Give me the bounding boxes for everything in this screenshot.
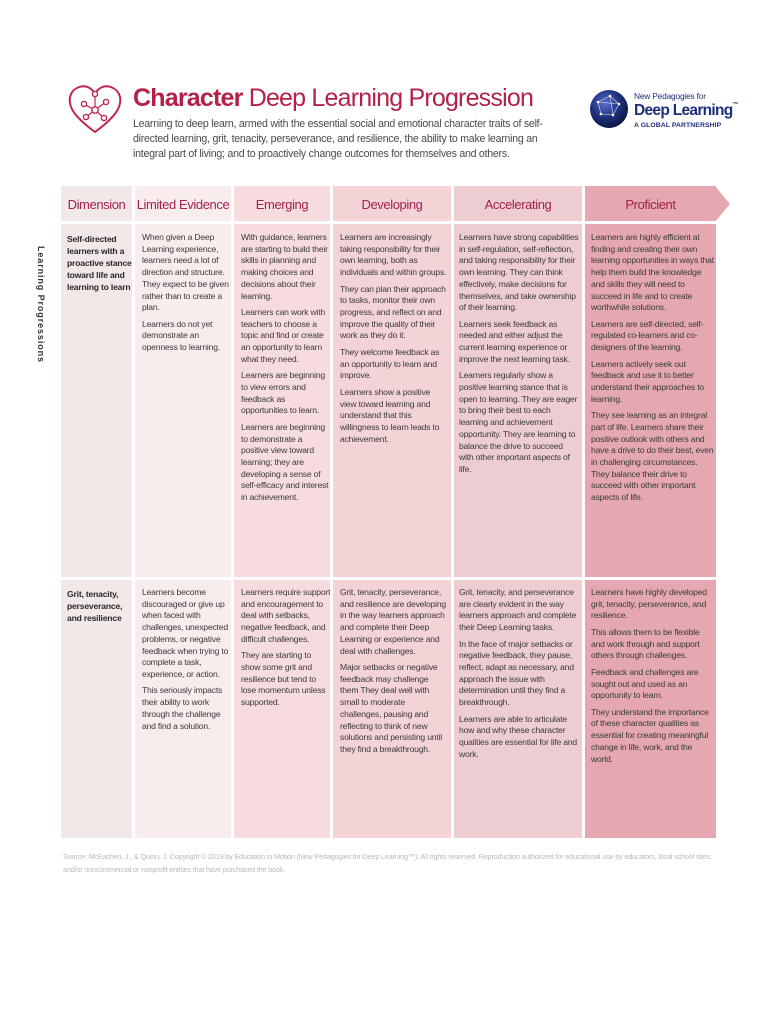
cell-text: In the face of major setbacks or negative feedback, they pause, reflect, adapt as necessary, and approach the issue with determination until they find a breakthrough. xyxy=(459,638,574,708)
dimension-grit: Grit, tenacity, perseverance, and resilience xyxy=(67,589,123,623)
npdl-logo xyxy=(588,84,738,148)
cell-text: Learners actively seek out feedback and use it to better understand their approaches to learning. xyxy=(591,358,704,404)
title-character: Character xyxy=(133,84,243,112)
globe-network-icon xyxy=(588,84,634,148)
cell-text: Learners are beginning to demonstrate a positive view toward learning; they are developing a sense of self-efficacy and interest in achievement. xyxy=(241,421,329,503)
column-separator xyxy=(132,222,135,838)
header-accelerating: Accelerating xyxy=(484,196,552,212)
cell-text: When given a Deep Learning experience, learners need a lot of direction and structure. They expect to be given rather than to create a plan. xyxy=(142,232,229,313)
cell-text: Learners can work with teachers to choose a topic and find or create an opportunity to learn what they need. xyxy=(241,307,325,364)
column-separator xyxy=(330,222,333,838)
cell-text: Grit, tenacity, and perseverance are clearly evident in the way learners approach and complete their Deep Learning tasks. xyxy=(459,587,577,633)
column-separator xyxy=(582,222,585,838)
cell-text: Learners seek feedback as needed and either adjust the current learning experience or improve the next learning task. xyxy=(459,318,570,364)
cell-grit-accelerating xyxy=(459,587,579,765)
cell-grit-developing xyxy=(340,587,448,760)
cell-text: They understand the importance of these character qualities as essential for creating meaningful change in life, work, and the world. xyxy=(591,706,709,764)
header-proficient: Proficient xyxy=(625,196,676,212)
cell-self-directed-developing xyxy=(340,232,448,450)
cell-text: This allows them to be flexible and work through and support others through challenges. xyxy=(591,626,700,661)
cell-self-directed-proficient xyxy=(591,232,715,509)
cell-text: With guidance, learners are starting to build their skills in planning and making choices and decisions about their learning. xyxy=(241,232,328,301)
cell-self-directed-emerging xyxy=(241,232,331,509)
page-title xyxy=(133,84,533,112)
heart-network-icon xyxy=(66,80,124,138)
cell-text: Grit, tenacity, perseverance, and resilience are developing in the way learners approach and complete their Deep Learning or experience and deal with challenges. xyxy=(340,587,446,656)
cell-text: Learners have highly developed grit, tenacity, perseverance, and resilience. xyxy=(591,587,707,621)
logo-tm: ™ xyxy=(732,102,738,108)
title-rest: Deep Learning Progression xyxy=(248,84,534,112)
cell-self-directed-limited xyxy=(142,232,232,359)
side-label: Learning Progressions xyxy=(36,246,46,363)
cell-self-directed-accelerating xyxy=(459,232,579,480)
cell-text: They are starting to show some grit and resilience but tend to lose momentum unless supported. xyxy=(241,650,326,708)
cell-text: Major setbacks or negative feedback may challenge them They deal well with small to moderate challenges, pausing and reflecting to think of new solutions and persisting until they find a breakthrough. xyxy=(340,662,442,754)
cell-text: Feedback and challenges are sought out and used as an opportunity to learn. xyxy=(591,666,699,701)
logo-line3: A GLOBAL PARTNERSHIP xyxy=(634,122,722,129)
header-dimension: Dimension xyxy=(67,196,126,212)
cell-text: Learners become discouraged or give up when faced with challenges, unexpected problems, or negative feedback when trying to complete a task, experience, or action. xyxy=(142,587,229,679)
cell-grit-proficient xyxy=(591,587,715,770)
header-emerging: Emerging xyxy=(255,196,309,212)
column-separator xyxy=(451,222,454,838)
logo-line1: New Pedagogies for xyxy=(634,91,706,101)
cell-text: They welcome feedback as an opportunity to learn and improve. xyxy=(340,346,440,381)
source-footnote: Source: McEachen, J., & Quinn, J. Copyright © 2019 by Education in Motion (New Pedagogies for Deep Learning™). All rights reserved. Reproduction authorized for educational use by educators, local school sites, and/or noncommercial or nonprofit entities that have purchased the book. xyxy=(63,852,712,874)
column-separator xyxy=(231,222,234,838)
logo-deep-learning: Deep Learning xyxy=(634,102,733,119)
row-separator xyxy=(61,577,716,580)
cell-text: They can plan their approach to tasks, monitor their own progress, and reflect on and improve the quality of their work as they do it. xyxy=(340,283,446,341)
cell-text: Learners do not yet demonstrate an openness to learning. xyxy=(142,318,220,353)
cell-text: This seriously impacts their ability to work through the challenge and find a solution. xyxy=(142,685,223,731)
cell-text: Learners show a positive view toward learning and understand that this willingness to learn leads to achievement. xyxy=(340,386,440,444)
cell-text: Learners require support and encouragement to deal with setbacks, negative feedback, and difficult challenges. xyxy=(241,587,331,644)
header-limited-evidence: Limited Evidence xyxy=(136,196,230,212)
cell-text: Learners are increasingly taking responsibility for their own learning, both as individuals and within groups. xyxy=(340,232,447,278)
header-developing: Developing xyxy=(361,196,423,212)
cell-grit-limited xyxy=(142,587,232,737)
cell-text: Learners are beginning to view errors and feedback as opportunities to learn. xyxy=(241,370,325,416)
cell-text: They see learning as an integral part of life. Learners share their positive outlook with others and have a drive to do their best, even in challenging circumstances. They balance their drive to succeed with other important aspects of life. xyxy=(591,410,714,503)
cell-text: Learners have strong capabilities in self-regulation, self-reflection, and taking responsibility for their own learning. They can think effectively, make decisions for themselves, and take ownership of their learning. xyxy=(459,232,579,313)
dimension-self-directed: Self-directed learners with a proactive stance toward life and learning to learn xyxy=(67,234,132,292)
cell-grit-emerging xyxy=(241,587,331,714)
cell-text: Learners are able to articulate how and why these character qualities are essential for life and work. xyxy=(459,713,577,759)
cell-text: Learners regularly show a positive learning stance that is open to learning. They are eager to bring their best to each learning and achievement opportunity. They are learning to balance the drive to succeed with other important aspects of life. xyxy=(459,370,578,474)
cell-text: Learners are self-directed, self-regulated co-learners and co-designers of the learning. xyxy=(591,318,704,353)
cell-text: Learners are highly efficient at finding and creating their own learning opportunities in ways that help them build the knowledge and skills they will need to succeed in life and to create worthwhile solutions. xyxy=(591,232,714,313)
intro-text: Learning to deep learn, armed with the essential social and emotional character traits of self-directed learning, grit, tenacity, perseverance, and resilience, the ability to make learning an integral part of living; and to proactively change outcomes for themselves and others. xyxy=(133,118,543,160)
logo-line2 xyxy=(634,102,738,120)
